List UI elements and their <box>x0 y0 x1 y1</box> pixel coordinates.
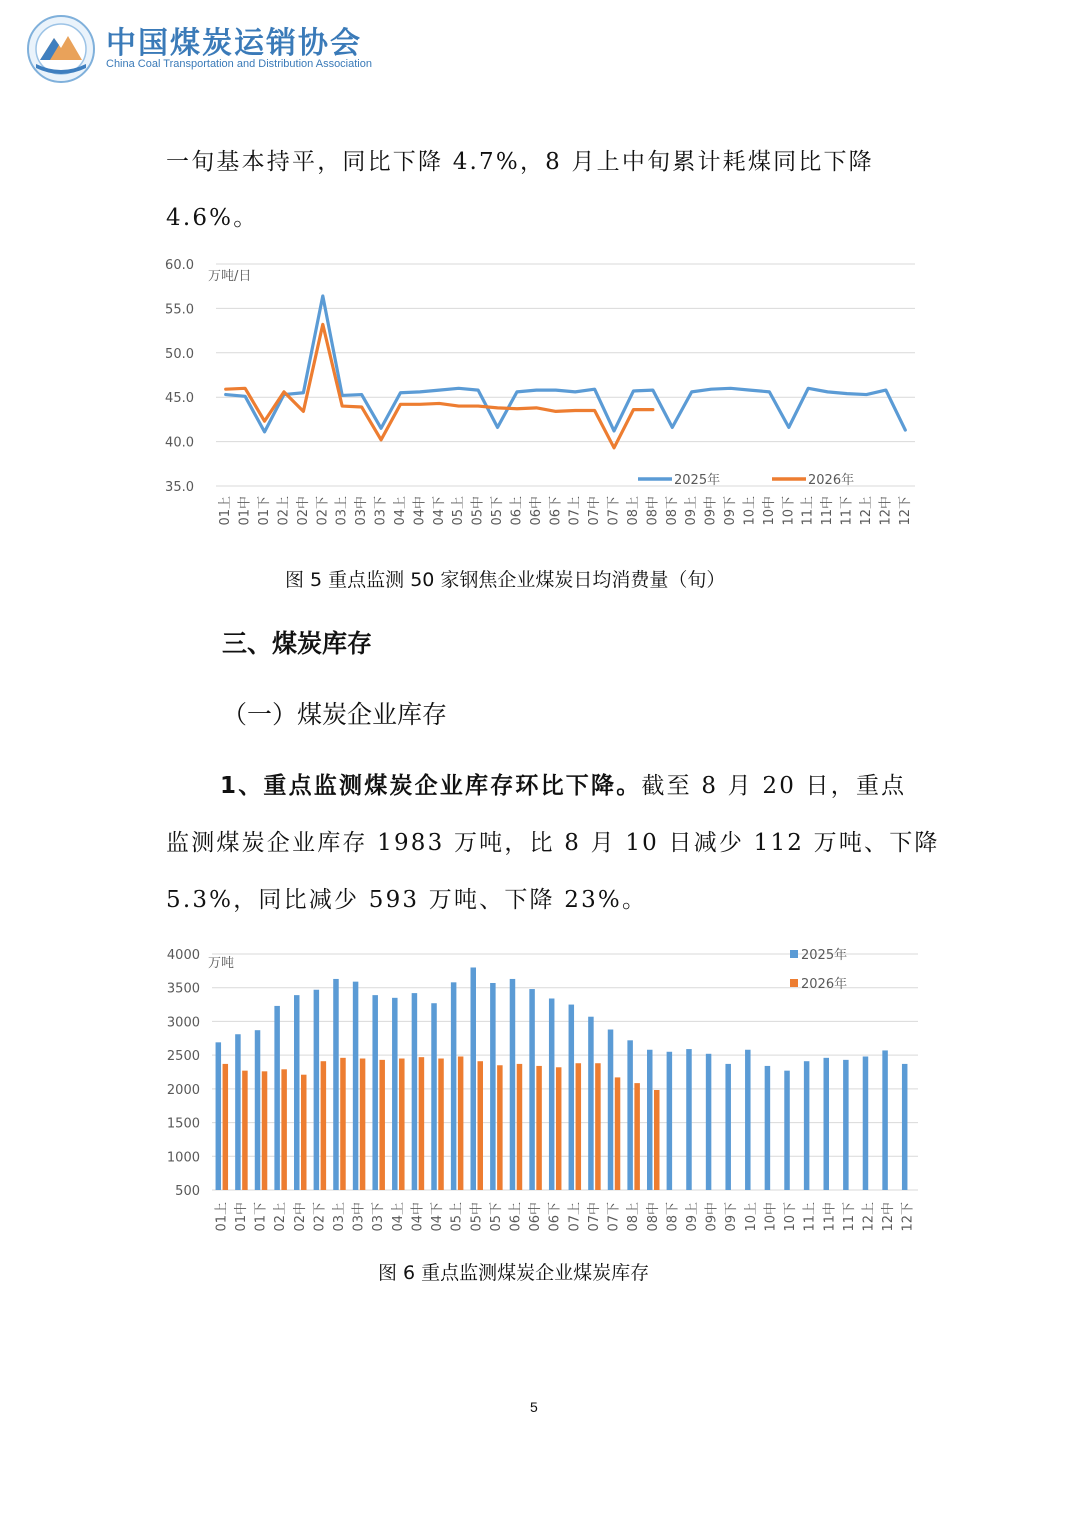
x-tick-label: 11中 <box>820 496 836 526</box>
y-tick-label: 3500 <box>166 981 200 997</box>
y-tick-label: 40.0 <box>165 435 194 451</box>
x-tick-label: 09上 <box>684 1202 700 1232</box>
series-line-2026 <box>226 324 653 447</box>
bar-2025 <box>490 983 496 1190</box>
x-tick-label: 06中 <box>528 496 544 526</box>
y-tick-label: 1000 <box>166 1150 200 1166</box>
x-tick-label: 06中 <box>528 1202 544 1232</box>
x-tick-label: 12中 <box>878 496 894 526</box>
bar-2026 <box>576 1063 582 1190</box>
x-tick-label: 07上 <box>567 1202 583 1232</box>
x-tick-label: 02下 <box>315 496 331 526</box>
bar-2026 <box>419 1057 425 1190</box>
legend-swatch <box>790 979 798 987</box>
bar-2025 <box>216 1042 222 1190</box>
paragraph-line <box>220 767 906 800</box>
bar-2025 <box>667 1052 673 1190</box>
x-tick-label: 09中 <box>704 1202 720 1232</box>
bar-2026 <box>223 1064 229 1190</box>
x-tick-label: 08下 <box>665 1202 681 1232</box>
figure5-caption: 图 5 重点监测 50 家钢焦企业煤炭日均消费量（旬） <box>285 569 726 591</box>
bar-2025 <box>627 1040 633 1190</box>
paragraph-text: 截至 8 月 20 日，重点 <box>641 773 907 799</box>
x-tick-label: 10中 <box>761 496 777 526</box>
x-tick-label: 05中 <box>469 1202 485 1232</box>
bar-2025 <box>529 989 535 1190</box>
bar-2025 <box>392 998 398 1190</box>
bar-2025 <box>353 982 359 1190</box>
legend-swatch <box>790 950 798 958</box>
bar-2025 <box>686 1049 692 1190</box>
paragraph-line: 4.6%。 <box>166 205 259 231</box>
bar-2026 <box>281 1069 287 1190</box>
bar-2025 <box>824 1058 830 1190</box>
bar-2025 <box>784 1071 790 1190</box>
bar-2026 <box>438 1059 444 1190</box>
bar-2026 <box>595 1063 601 1190</box>
bar-2025 <box>471 967 477 1190</box>
legend-label: 2026年 <box>801 977 848 992</box>
x-tick-label: 11上 <box>800 496 816 526</box>
x-tick-label: 08上 <box>626 1202 642 1232</box>
x-tick-label: 09上 <box>684 496 700 526</box>
bar-2025 <box>804 1061 810 1190</box>
x-tick-label: 04上 <box>390 1202 406 1232</box>
bar-2025 <box>882 1050 888 1190</box>
x-tick-label: 03上 <box>331 1202 347 1232</box>
x-tick-label: 02上 <box>276 496 292 526</box>
x-tick-label: 01中 <box>237 496 253 526</box>
x-tick-label: 07上 <box>567 496 583 526</box>
x-tick-label: 06下 <box>548 496 564 526</box>
bar-2025 <box>843 1060 849 1190</box>
organization-name-english: China Coal Transportation and Distribution Association <box>106 58 372 70</box>
x-tick-label: 12下 <box>900 1202 916 1232</box>
x-tick-label: 10下 <box>783 1202 799 1232</box>
x-tick-label: 12中 <box>881 1202 897 1232</box>
x-tick-label: 03中 <box>351 1202 367 1232</box>
paragraph-line: 5.3%，同比减少 593 万吨、下降 23%。 <box>166 887 648 913</box>
x-tick-label: 10下 <box>781 496 797 526</box>
x-tick-label: 07下 <box>606 496 622 526</box>
bar-2025 <box>863 1056 869 1190</box>
x-tick-label: 03中 <box>354 496 370 526</box>
bar-2025 <box>333 979 339 1190</box>
bar-2025 <box>725 1064 731 1190</box>
x-tick-label: 01下 <box>257 496 273 526</box>
bar-2025 <box>647 1050 653 1190</box>
x-tick-label: 04下 <box>430 1202 446 1232</box>
x-tick-label: 02下 <box>312 1202 328 1232</box>
bar-2026 <box>517 1064 523 1190</box>
figure6-caption: 图 6 重点监测煤炭企业煤炭库存 <box>378 1262 650 1284</box>
paragraph-line: 监测煤炭企业库存 1983 万吨，比 8 月 10 日减少 112 万吨、下降 <box>166 830 940 856</box>
bar-2025 <box>765 1066 771 1190</box>
y-tick-label: 3000 <box>166 1015 200 1031</box>
bar-2026 <box>360 1059 366 1190</box>
bar-2025 <box>608 1030 614 1190</box>
bar-2026 <box>634 1083 640 1190</box>
y-tick-label: 50.0 <box>165 346 194 362</box>
bar-2025 <box>412 993 418 1190</box>
subsection-heading: （一）煤炭企业库存 <box>222 700 448 729</box>
page-number: 5 <box>530 1399 538 1415</box>
bar-2025 <box>549 999 555 1190</box>
legend-label: 2026年 <box>808 473 855 488</box>
x-tick-label: 01上 <box>218 496 234 526</box>
x-tick-label: 02上 <box>273 1202 289 1232</box>
bar-2025 <box>588 1017 594 1190</box>
y-tick-label: 2500 <box>166 1049 200 1065</box>
x-tick-label: 04中 <box>410 1202 426 1232</box>
bar-2026 <box>242 1071 248 1190</box>
figure6-bar-chart <box>150 940 940 1240</box>
bar-2025 <box>431 1003 437 1190</box>
bar-2025 <box>274 1006 280 1190</box>
bar-2026 <box>340 1058 346 1190</box>
bar-2026 <box>536 1066 542 1190</box>
section-heading: 三、煤炭库存 <box>222 629 373 658</box>
bar-2025 <box>745 1050 751 1190</box>
bar-2025 <box>314 990 320 1190</box>
legend-label: 2025年 <box>674 473 721 488</box>
y-tick-label: 1500 <box>166 1116 200 1132</box>
x-tick-label: 10上 <box>742 496 758 526</box>
x-tick-label: 08上 <box>625 496 641 526</box>
bar-2026 <box>654 1090 660 1190</box>
x-tick-label: 05上 <box>451 496 467 526</box>
x-tick-label: 03下 <box>373 496 389 526</box>
x-tick-label: 05下 <box>490 496 506 526</box>
x-tick-label: 06下 <box>547 1202 563 1232</box>
bar-2025 <box>294 995 300 1190</box>
x-tick-label: 05中 <box>470 496 486 526</box>
bar-2026 <box>497 1065 503 1190</box>
x-tick-label: 02中 <box>292 1202 308 1232</box>
x-tick-label: 04下 <box>431 496 447 526</box>
x-tick-label: 04上 <box>392 496 408 526</box>
bar-2026 <box>379 1060 385 1190</box>
y-tick-label: 4000 <box>166 948 200 963</box>
bar-2025 <box>255 1030 261 1190</box>
bar-2025 <box>451 982 457 1190</box>
organization-name: 中国煤炭运销协会 <box>106 26 362 61</box>
x-tick-label: 01下 <box>253 1202 269 1232</box>
x-tick-label: 11下 <box>841 1202 857 1232</box>
x-tick-label: 08中 <box>645 496 661 526</box>
x-tick-label: 01上 <box>214 1202 230 1232</box>
bar-2025 <box>510 979 516 1190</box>
x-tick-label: 01中 <box>233 1202 249 1232</box>
x-tick-label: 10上 <box>743 1202 759 1232</box>
x-tick-label: 12下 <box>897 496 913 526</box>
x-tick-label: 09中 <box>703 496 719 526</box>
y-tick-label: 60.0 <box>165 258 194 273</box>
y-tick-label: 500 <box>175 1184 200 1199</box>
bar-2026 <box>262 1071 268 1190</box>
x-tick-label: 02中 <box>295 496 311 526</box>
paragraph-line: 一旬基本持平，同比下降 4.7%，8 月上中旬累计耗煤同比下降 <box>166 149 874 175</box>
x-tick-label: 05下 <box>488 1202 504 1232</box>
bar-2025 <box>569 1005 575 1190</box>
x-tick-label: 12上 <box>861 1202 877 1232</box>
y-tick-label: 45.0 <box>165 391 194 407</box>
x-tick-label: 10中 <box>763 1202 779 1232</box>
x-tick-label: 07中 <box>587 496 603 526</box>
x-tick-label: 04中 <box>412 496 428 526</box>
x-tick-label: 08中 <box>645 1202 661 1232</box>
x-tick-label: 06上 <box>508 1202 524 1232</box>
x-tick-label: 03上 <box>334 496 350 526</box>
bar-2025 <box>902 1064 908 1190</box>
y-tick-label: 35.0 <box>165 480 194 495</box>
y-tick-label: 55.0 <box>165 302 194 318</box>
bar-2026 <box>478 1061 484 1190</box>
x-tick-label: 07中 <box>586 1202 602 1232</box>
y-axis-unit-label: 万吨 <box>208 956 235 971</box>
y-axis-unit-label: 万吨/日 <box>208 269 252 284</box>
figure5-line-chart <box>150 250 940 540</box>
x-tick-label: 11中 <box>822 1202 838 1232</box>
x-tick-label: 12上 <box>858 496 874 526</box>
x-tick-label: 11上 <box>802 1202 818 1232</box>
legend-label: 2025年 <box>801 948 848 963</box>
bold-lead-sentence: 1、重点监测煤炭企业库存环比下降。 <box>220 773 642 799</box>
bar-2025 <box>235 1034 241 1190</box>
x-tick-label: 11下 <box>839 496 855 526</box>
bar-2025 <box>706 1054 712 1190</box>
bar-2026 <box>399 1059 405 1190</box>
x-tick-label: 05上 <box>449 1202 465 1232</box>
y-tick-label: 2000 <box>166 1082 200 1098</box>
x-tick-label: 09下 <box>723 496 739 526</box>
bar-2026 <box>321 1061 327 1190</box>
x-tick-label: 09下 <box>724 1202 740 1232</box>
association-logo <box>26 14 96 84</box>
bar-2026 <box>556 1067 562 1190</box>
bar-2026 <box>301 1075 307 1190</box>
x-tick-label: 06上 <box>509 496 525 526</box>
x-tick-label: 03下 <box>371 1202 387 1232</box>
x-tick-label: 07下 <box>606 1202 622 1232</box>
bar-2025 <box>372 995 378 1190</box>
x-tick-label: 08下 <box>664 496 680 526</box>
bar-2026 <box>458 1056 464 1190</box>
bar-2026 <box>615 1077 621 1190</box>
